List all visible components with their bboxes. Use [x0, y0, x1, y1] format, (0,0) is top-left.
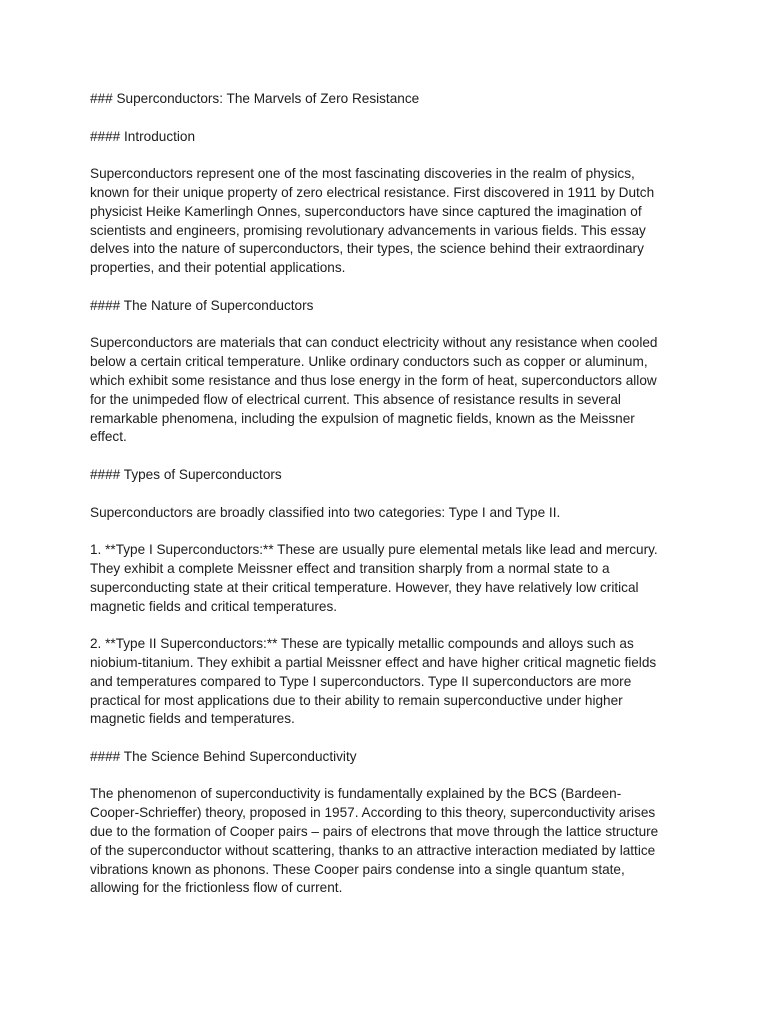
heading-science: #### The Science Behind Superconductivity — [90, 748, 357, 764]
paragraph-line: known for their unique property of zero electrical resistance. First discovered in 1911 by Dutch — [90, 184, 655, 200]
blank-line — [90, 616, 690, 635]
paragraph-line: allowing for the frictionless flow of current. — [90, 880, 343, 896]
list-item-line: magnetic fields and temperatures. — [90, 711, 295, 727]
paragraph-line: remarkable phenomena, including the expulsion of magnetic fields, known as the Meissner — [90, 410, 635, 426]
paragraph-line: The phenomenon of superconductivity is fundamentally explained by the BCS (Bardeen- — [90, 786, 622, 802]
heading-introduction: #### Introduction — [90, 128, 196, 144]
list-item-line: niobium-titanium. They exhibit a partial Meissner effect and have higher critical magnetic fields — [90, 654, 657, 670]
paragraph-line: Cooper-Schrieffer) theory, proposed in 1957. According to this theory, superconductivity arises — [90, 805, 656, 821]
list-item-line: 2. **Type II Superconductors:** These are typically metallic compounds and alloys such as — [90, 636, 634, 652]
paragraph-line: of the superconductor without scattering, thanks to an attractive interaction mediated by lattice — [90, 842, 656, 858]
paragraph-line: vibrations known as phonons. These Cooper pairs condense into a single quantum state, — [90, 861, 625, 877]
paragraph-line: for the unimpeded flow of electrical current. This absence of resistance results in several — [90, 391, 621, 407]
list-item-line: magnetic fields and critical temperatures. — [90, 598, 338, 614]
paragraph-line: which exhibit some resistance and thus lose energy in the form of heat, superconductors allow — [90, 372, 657, 388]
blank-line — [90, 109, 690, 128]
paragraph-line: effect. — [90, 429, 127, 445]
blank-line — [90, 767, 690, 786]
list-item-line: and temperatures compared to Type I superconductors. Type II superconductors are more — [90, 673, 632, 689]
paragraph-line: Superconductors represent one of the most fascinating discoveries in the realm of physics, — [90, 166, 635, 182]
paragraph-line: scientists and engineers, promising revolutionary advancements in various fields. This essay — [90, 222, 646, 238]
list-item-line: practical for most applications due to their ability to remain superconductive under higher — [90, 692, 623, 708]
paragraph-line: Superconductors are broadly classified into two categories: Type I and Type II. — [90, 504, 561, 520]
blank-line — [90, 485, 690, 504]
blank-line — [90, 278, 690, 297]
blank-line — [90, 316, 690, 335]
paragraph-line: below a certain critical temperature. Unlike ordinary conductors such as copper or aluminum, — [90, 354, 648, 370]
paragraph-line: properties, and their potential applications. — [90, 260, 346, 276]
paragraph-line: delves into the nature of superconductors, their types, the science behind their extraordinary — [90, 241, 644, 257]
paragraph-line: Superconductors are materials that can conduct electricity without any resistance when cooled — [90, 335, 658, 351]
list-item-line: superconducting state at their critical temperature. However, they have relatively low critical — [90, 579, 639, 595]
list-item-line: 1. **Type I Superconductors:** These are usually pure elemental metals like lead and mercury. — [90, 542, 658, 558]
list-item-line: They exhibit a complete Meissner effect and transition sharply from a normal state to a — [90, 560, 610, 576]
blank-line — [90, 522, 690, 541]
blank-line — [90, 146, 690, 165]
heading-types: #### Types of Superconductors — [90, 466, 282, 482]
document-page — [90, 90, 690, 898]
blank-line — [90, 447, 690, 466]
blank-line — [90, 729, 690, 748]
document-title: ### Superconductors: The Marvels of Zero Resistance — [90, 91, 420, 106]
paragraph-line: physicist Heike Kamerlingh Onnes, superconductors have since captured the imagination of — [90, 203, 642, 219]
paragraph-line: due to the formation of Cooper pairs – pairs of electrons that move through the lattice structure — [90, 824, 659, 840]
heading-nature: #### The Nature of Superconductors — [90, 297, 314, 313]
